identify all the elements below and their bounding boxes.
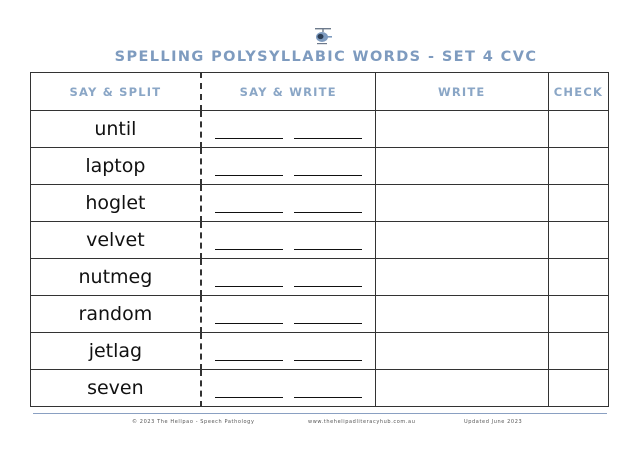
word-row <box>31 222 609 259</box>
header-row <box>31 73 609 111</box>
syllable-blank[interactable] <box>215 175 283 176</box>
syllable-blank[interactable] <box>215 249 283 250</box>
footer-rule <box>33 413 607 414</box>
footer-copyright: © 2023 The Hellpao - Speech Pathology <box>132 419 255 425</box>
check-cell[interactable] <box>548 333 608 370</box>
word-row <box>31 296 609 333</box>
syllable-blank[interactable] <box>215 286 283 287</box>
syllable-blank[interactable] <box>294 249 362 250</box>
header-check: CHECK <box>548 73 608 111</box>
word-row <box>31 111 609 148</box>
word-cell: laptop <box>31 148 201 185</box>
syllable-blank[interactable] <box>294 323 362 324</box>
footer-updated: Updated June 2023 <box>464 419 523 425</box>
word-row <box>31 185 609 222</box>
write-cell[interactable] <box>375 296 548 333</box>
syllable-blank[interactable] <box>294 212 362 213</box>
check-cell[interactable] <box>548 222 608 259</box>
say-write-cell[interactable] <box>201 333 375 370</box>
header-say-split: SAY & SPLIT <box>31 73 201 111</box>
check-cell[interactable] <box>548 259 608 296</box>
word-row <box>31 259 609 296</box>
check-cell[interactable] <box>548 148 608 185</box>
header-say-write: SAY & WRITE <box>201 73 375 111</box>
write-cell[interactable] <box>375 222 548 259</box>
check-cell[interactable] <box>548 111 608 148</box>
write-cell[interactable] <box>375 185 548 222</box>
word-cell: hoglet <box>31 185 201 222</box>
page-title: SPELLING POLYSYLLABIC WORDS - SET 4 CVC <box>114 49 538 65</box>
say-write-cell[interactable] <box>201 259 375 296</box>
say-write-cell[interactable] <box>201 296 375 333</box>
word-cell: nutmeg <box>31 259 201 296</box>
write-cell[interactable] <box>375 370 548 407</box>
word-cell: jetlag <box>31 333 201 370</box>
word-row <box>31 333 609 370</box>
word-row <box>31 370 609 407</box>
check-cell[interactable] <box>548 296 608 333</box>
syllable-blank[interactable] <box>215 138 283 139</box>
syllable-blank[interactable] <box>294 138 362 139</box>
check-cell[interactable] <box>548 185 608 222</box>
helicopter-icon <box>313 26 333 46</box>
syllable-blank[interactable] <box>294 286 362 287</box>
say-write-cell[interactable] <box>201 185 375 222</box>
word-row <box>31 148 609 185</box>
say-write-cell[interactable] <box>201 222 375 259</box>
write-cell[interactable] <box>375 259 548 296</box>
word-cell: random <box>31 296 201 333</box>
say-write-cell[interactable] <box>201 111 375 148</box>
header-write: WRITE <box>375 73 548 111</box>
check-cell[interactable] <box>548 370 608 407</box>
syllable-blank[interactable] <box>294 360 362 361</box>
word-cell: until <box>31 111 201 148</box>
word-cell: seven <box>31 370 201 407</box>
write-cell[interactable] <box>375 148 548 185</box>
syllable-blank[interactable] <box>215 212 283 213</box>
say-write-cell[interactable] <box>201 370 375 407</box>
say-write-cell[interactable] <box>201 148 375 185</box>
spelling-table <box>30 72 609 407</box>
syllable-blank[interactable] <box>215 323 283 324</box>
write-cell[interactable] <box>375 333 548 370</box>
footer-website: www.thehelipadliteracyhub.com.au <box>308 419 416 425</box>
word-cell: velvet <box>31 222 201 259</box>
syllable-blank[interactable] <box>215 360 283 361</box>
write-cell[interactable] <box>375 111 548 148</box>
syllable-blank[interactable] <box>294 397 362 398</box>
syllable-blank[interactable] <box>215 397 283 398</box>
syllable-blank[interactable] <box>294 175 362 176</box>
